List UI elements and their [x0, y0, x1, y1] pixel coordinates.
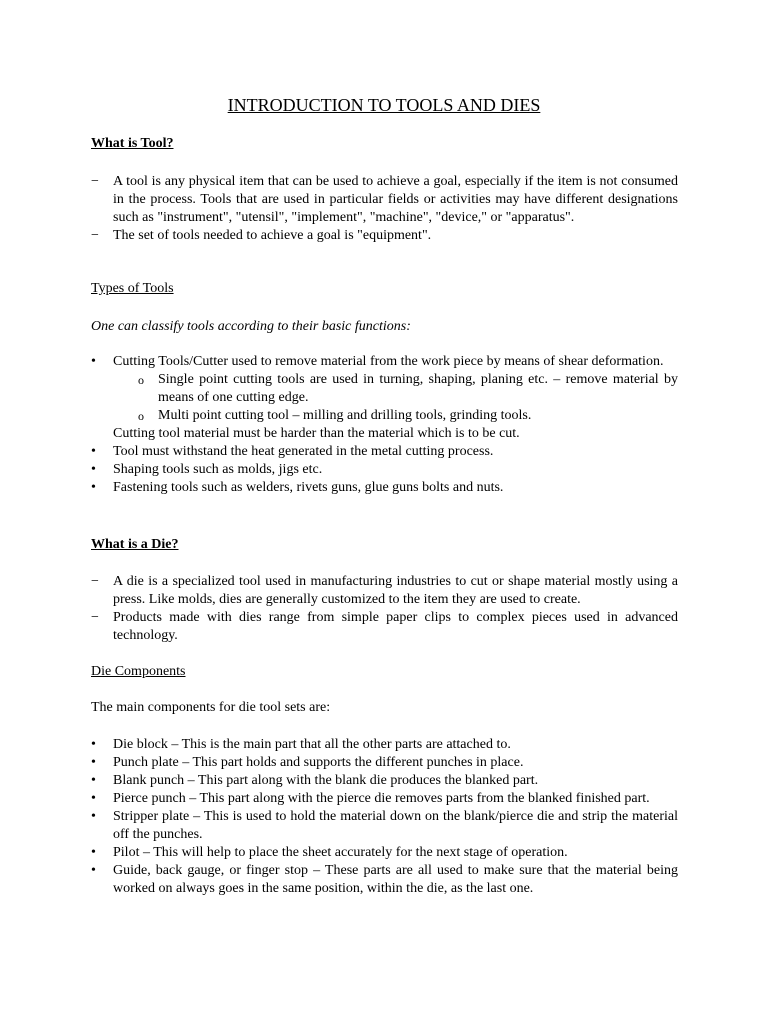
- list-item: − A die is a specialized tool used in manufacturing industries to cut or shape material mostly using a press. Like molds, dies are generally customized to the item they are used to create.: [91, 573, 678, 609]
- heading-types-of-tools: Types of Tools: [91, 281, 174, 296]
- heading-die-components: Die Components: [91, 664, 186, 679]
- list-item: • Guide, back gauge, or finger stop – These parts are all used to make sure that the material being worked on always goes in the same position, within the die, as the last one.: [91, 862, 678, 898]
- die-definition-list: [91, 573, 678, 645]
- list-item-cutting: [91, 353, 678, 425]
- list-item: • Punch plate – This part holds and supports the different punches in place.: [91, 754, 678, 772]
- list-item: • Stripper plate – This is used to hold the material down on the blank/pierce die and strip the material off the punches.: [91, 808, 678, 844]
- heading-what-is-tool: What is Tool?: [91, 136, 174, 151]
- list-item: • Pilot – This will help to place the sheet accurately for the next stage of operation.: [91, 844, 678, 862]
- list-item: • Shaping tools such as molds, jigs etc.: [91, 461, 678, 479]
- components-intro: The main components for die tool sets are:: [91, 700, 331, 715]
- cutting-sub-list: [113, 371, 678, 425]
- list-item: • Die block – This is the main part that all the other parts are attached to.: [91, 736, 678, 754]
- heading-what-is-a-die: What is a Die?: [91, 537, 179, 552]
- sub-list-item: o Single point cutting tools are used in turning, shaping, planing etc. – remove material by means of one cutting edge.: [113, 371, 678, 407]
- tool-definition-list: [91, 173, 678, 245]
- tool-types-list: [91, 353, 678, 497]
- die-components-list: [91, 736, 678, 898]
- page-title: INTRODUCTION TO TOOLS AND DIES: [227, 95, 541, 115]
- sub-list-item: o Multi point cutting tool – milling and drilling tools, grinding tools.: [113, 407, 678, 425]
- cutting-note: Cutting tool material must be harder than the material which is to be cut.: [113, 426, 520, 441]
- list-item: • Pierce punch – This part along with the pierce die removes parts from the blanked finished part.: [91, 790, 678, 808]
- list-item: − The set of tools needed to achieve a goal is "equipment".: [91, 227, 678, 245]
- cutting-tools-text: Cutting Tools/Cutter used to remove material from the work piece by means of shear deformation.: [113, 354, 664, 369]
- list-item: • Blank punch – This part along with the blank die produces the blanked part.: [91, 772, 678, 790]
- list-item: − A tool is any physical item that can be used to achieve a goal, especially if the item is not consumed in the process. Tools that are used in particular fields or activities may have different designations such as "instrument", "utensil", "implement", "machine", "device," or "apparatus".: [91, 173, 678, 227]
- list-item: • Tool must withstand the heat generated in the metal cutting process.: [91, 443, 678, 461]
- list-item: • Fastening tools such as welders, rivets guns, glue guns bolts and nuts.: [91, 479, 678, 497]
- list-item: − Products made with dies range from simple paper clips to complex pieces used in advanced technology.: [91, 609, 678, 645]
- types-intro: One can classify tools according to their basic functions:: [91, 319, 411, 334]
